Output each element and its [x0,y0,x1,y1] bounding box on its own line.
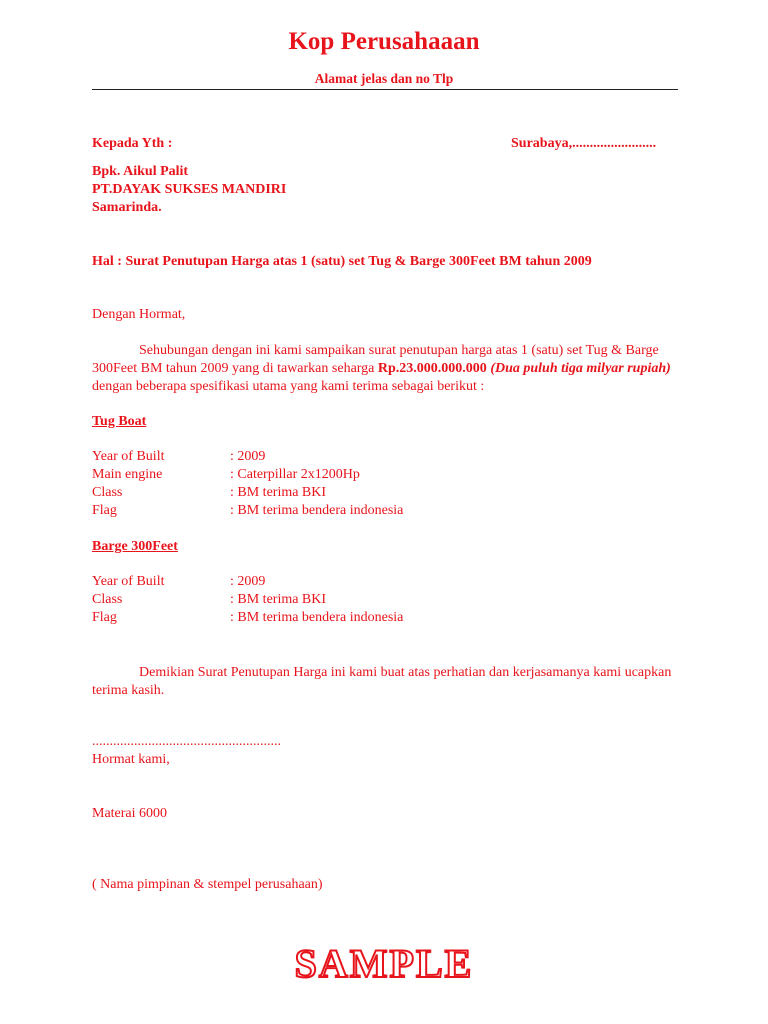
signature-dots: ...................................................... [92,734,281,749]
tug-spec-label: Main engine [92,467,163,482]
price-in-words: (Dua puluh tiga milyar rupiah) [490,361,671,376]
tug-spec-value: : 2009 [230,449,266,464]
recipient-label: Kepada Yth : [92,136,173,151]
recipient-company: PT.DAYAK SUKSES MANDIRI [92,182,287,197]
tug-spec-label: Class [92,485,123,500]
barge-heading: Barge 300Feet [92,539,178,554]
sample-watermark: SAMPLE [294,941,474,986]
tug-spec-label: Flag [92,503,117,518]
signatory-note: ( Nama pimpinan & stempel perusahaan) [92,877,323,892]
tug-spec-value: : BM terima bendera indonesia [230,503,404,518]
barge-spec-value: : 2009 [230,574,266,589]
tug-spec-value: : Caterpillar 2x1200Hp [230,467,360,482]
regards: Hormat kami, [92,752,170,767]
barge-spec-label: Flag [92,610,117,625]
company-letterhead: Kop Perusahaaan [288,28,480,55]
header-divider [92,89,678,90]
tug-boat-heading: Tug Boat [92,414,147,429]
price-amount: Rp.23.000.000.000 [377,361,487,376]
barge-spec-value: : BM terima BKI [230,592,327,607]
tug-spec-label: Year of Built [92,449,165,464]
greeting: Dengan Hormat, [92,307,186,322]
place-date: Surabaya,........................ [511,136,657,151]
barge-spec-label: Year of Built [92,574,165,589]
intro-text-2: dengan beberapa spesifikasi utama yang kami terima sebagai berikut : [92,379,485,394]
tug-spec-value: : BM terima BKI [230,485,327,500]
letter-subject: Hal : Surat Penutupan Harga atas 1 (satu) set Tug & Barge 300Feet BM tahun 2009 [92,254,592,269]
company-address: Alamat jelas dan no Tlp [314,71,454,86]
barge-spec-value: : BM terima bendera indonesia [230,610,404,625]
stamp-duty-note: Materai 6000 [92,806,168,821]
intro-paragraph [92,342,682,396]
intro-text-1: Sehubungan dengan ini kami sampaikan surat penutupan harga atas 1 (satu) set Tug & Barge 300Feet BM tahun 2009 yang di tawarkan seharga [92,343,659,376]
closing-paragraph: Demikian Surat Penutupan Harga ini kami buat atas perhatian dan kerjasamanya kami ucapkan terima kasih. [92,665,672,698]
barge-spec-label: Class [92,592,123,607]
recipient-city: Samarinda. [92,200,162,215]
recipient-name: Bpk. Aikul Palit [92,164,189,179]
